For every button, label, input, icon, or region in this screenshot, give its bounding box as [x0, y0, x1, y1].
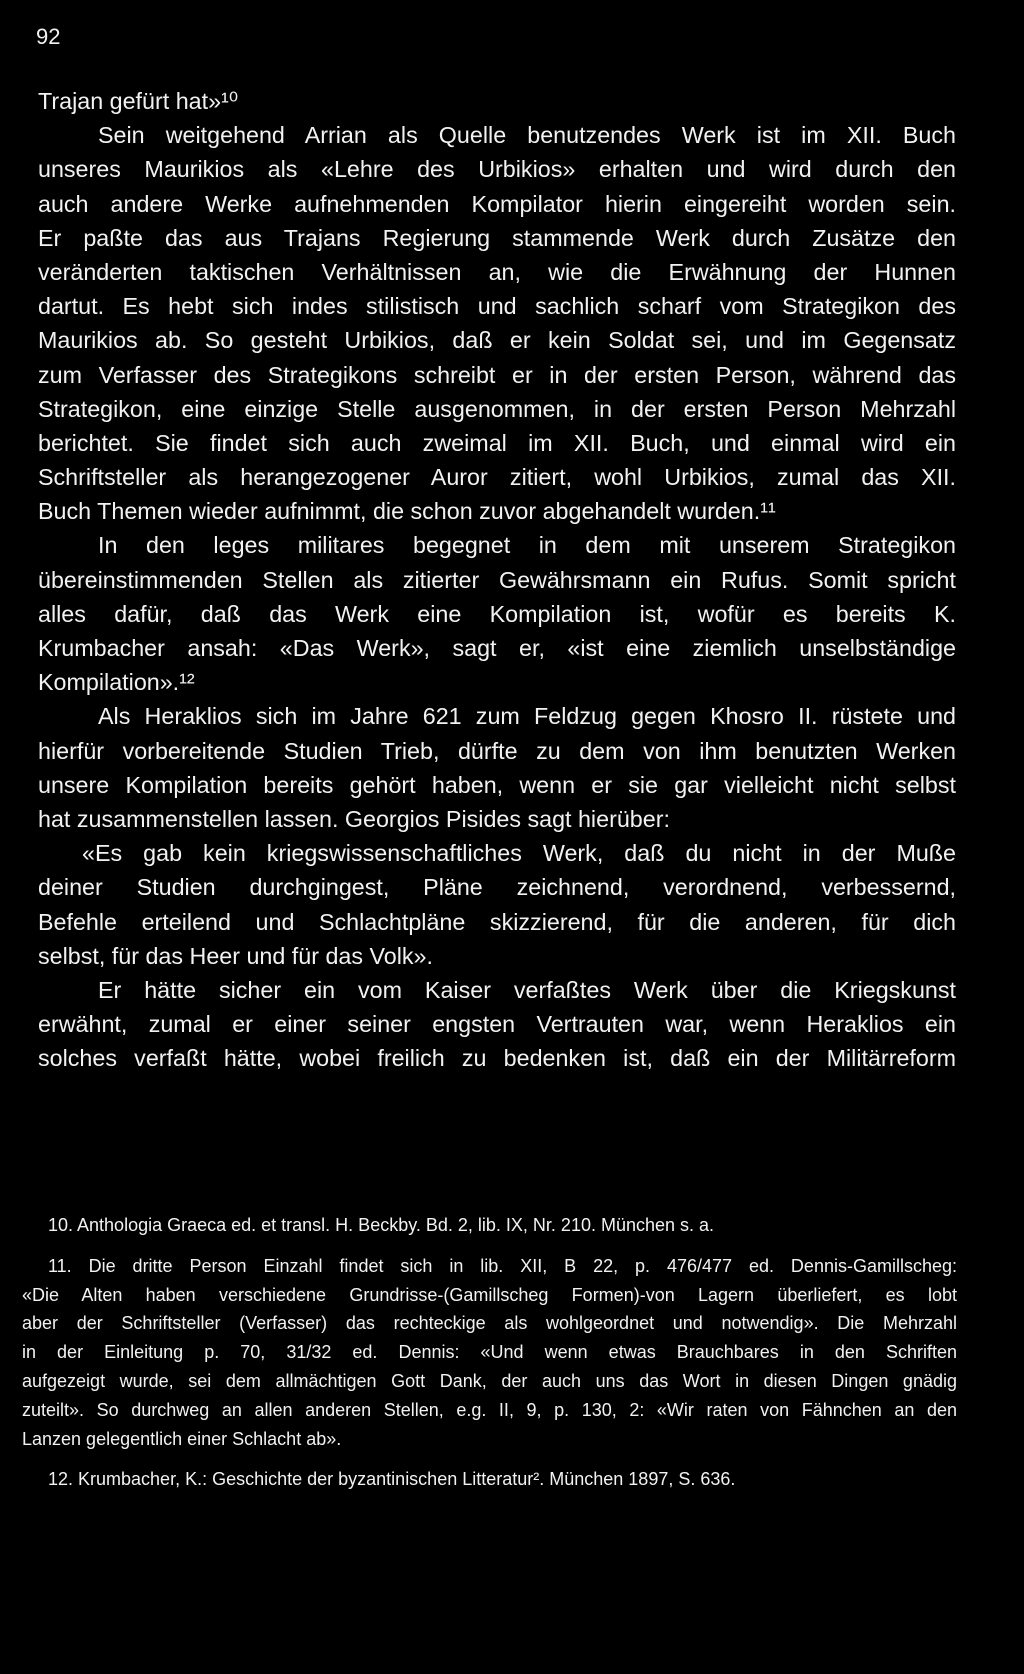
footnote-line: Lanzen gelegentlich einer Schlacht ab». — [22, 1428, 342, 1449]
footnote-gap — [22, 1453, 957, 1465]
text-line: Kompilation».¹² — [38, 669, 195, 696]
text-line: erwähnt, zumal er einer seiner engsten Vertrauten war, wenn Heraklios ein — [38, 1011, 956, 1038]
footnote-line: 11. Die dritte Person Einzahl findet sich in lib. XII, B 22, p. 476/477 ed. Dennis-Gamillscheg: — [48, 1255, 957, 1276]
quote-line: Befehle erteilend und Schlachtpläne skizzierend, für die anderen, für dich — [38, 908, 956, 935]
text-line: Schriftsteller als herangezogener Auror zitiert, wohl Urbikios, zumal das XII. — [38, 464, 956, 491]
text-line: solches verfaßt hätte, wobei freilich zu bedenken ist, daß ein der Militärreform — [38, 1045, 956, 1072]
text-line: Strategikon, eine einzige Stelle ausgenommen, in der ersten Person Mehrzahl — [38, 395, 956, 422]
quote-line: selbst, für das Heer und für das Volk». — [38, 942, 433, 969]
text-line: auch andere Werke aufnehmenden Kompilator hierin eingereiht worden sein. — [38, 190, 956, 217]
footnote-line: 12. Krumbacher, K.: Geschichte der byzantinischen Litteratur². München 1897, S. 636. — [48, 1469, 736, 1490]
text-line: übereinstimmenden Stellen als zitierter Gewährsmann ein Rufus. Somit spricht — [38, 566, 956, 593]
footnotes — [22, 1211, 957, 1494]
footnote-line: aber der Schriftsteller (Verfasser) das rechteckige als wohlgeordnet und notwendig». Die Mehrzahl — [22, 1313, 957, 1334]
footnote-line: in der Einleitung p. 70, 31/32 ed. Dennis: «Und wenn etwas Brauchbares in den Schriften — [22, 1342, 957, 1363]
text-line: Trajan gefürt hat»¹⁰ — [38, 88, 239, 114]
text-line: alles dafür, daß das Werk eine Kompilation ist, wofür es bereits K. — [38, 600, 956, 627]
text-line: Maurikios ab. So gesteht Urbikios, daß er kein Soldat sei, und im Gegensatz — [38, 327, 956, 354]
text-line: berichtet. Sie findet sich auch zweimal im XII. Buch, und einmal wird ein — [38, 429, 956, 456]
quote-line: deiner Studien durchgingest, Pläne zeichnend, verordnend, verbessernd, — [38, 874, 956, 901]
text-line: hat zusammenstellen lassen. Georgios Pisides sagt hierüber: — [38, 805, 670, 832]
text-line: veränderten taktischen Verhältnissen an, wie die Erwähnung der Hunnen — [38, 258, 956, 285]
footnote-line: 10. Anthologia Graeca ed. et transl. H. Beckby. Bd. 2, lib. IX, Nr. 210. München s. a. — [48, 1215, 715, 1235]
text-line: Buch Themen wieder aufnimmt, die schon zuvor abgehandelt wurden.¹¹ — [38, 498, 776, 525]
page-number: 92 — [36, 24, 61, 49]
text-line: unseres Maurikios als «Lehre des Urbikios» erhalten und wird durch den — [38, 156, 956, 183]
text-line: dartut. Es hebt sich indes stilistisch und sachlich scharf vom Strategikon des — [38, 293, 956, 320]
text-line: Sein weitgehend Arrian als Quelle benutzendes Werk ist im XII. Buch — [98, 122, 956, 149]
text-line: Krumbacher ansah: «Das Werk», sagt er, «ist eine ziemlich unselbständige — [38, 635, 956, 661]
footnote-line: «Die Alten haben verschiedene Grundrisse-(Gamillscheg Formen)-von Lagern überliefert, es lobt — [22, 1284, 957, 1305]
footnote-gap — [22, 1240, 957, 1252]
text-line: Als Heraklios sich im Jahre 621 zum Feldzug gegen Khosro II. rüstete und — [98, 703, 956, 730]
text-line: In den leges militares begegnet in dem mit unserem Strategikon — [98, 532, 956, 559]
text-line: unsere Kompilation bereits gehört haben, wenn er sie gar vielleicht nicht selbst — [38, 771, 956, 798]
text-line: hierfür vorbereitende Studien Trieb, dürfte zu dem von ihm benutzten Werken — [38, 737, 956, 764]
main-text — [38, 84, 956, 1075]
text-line: zum Verfasser des Strategikons schreibt er in der ersten Person, während das — [38, 361, 956, 388]
footnote-line: aufgezeigt wurde, sei dem allmächtigen Gott Dank, der auch uns das Wort in diesen Dingen gnädig — [22, 1370, 957, 1391]
quote-line: «Es gab kein kriegswissenschaftliches Werk, daß du nicht in der Muße — [82, 840, 956, 867]
footnote-line: zuteilt». So durchweg an allen anderen Stellen, e.g. II, 9, p. 130, 2: «Wir raten von Fähnchen an den — [22, 1399, 957, 1420]
text-line: Er paßte das aus Trajans Regierung stammende Werk durch Zusätze den — [38, 224, 956, 251]
text-line: Er hätte sicher ein vom Kaiser verfaßtes Werk über die Kriegskunst — [98, 976, 956, 1003]
